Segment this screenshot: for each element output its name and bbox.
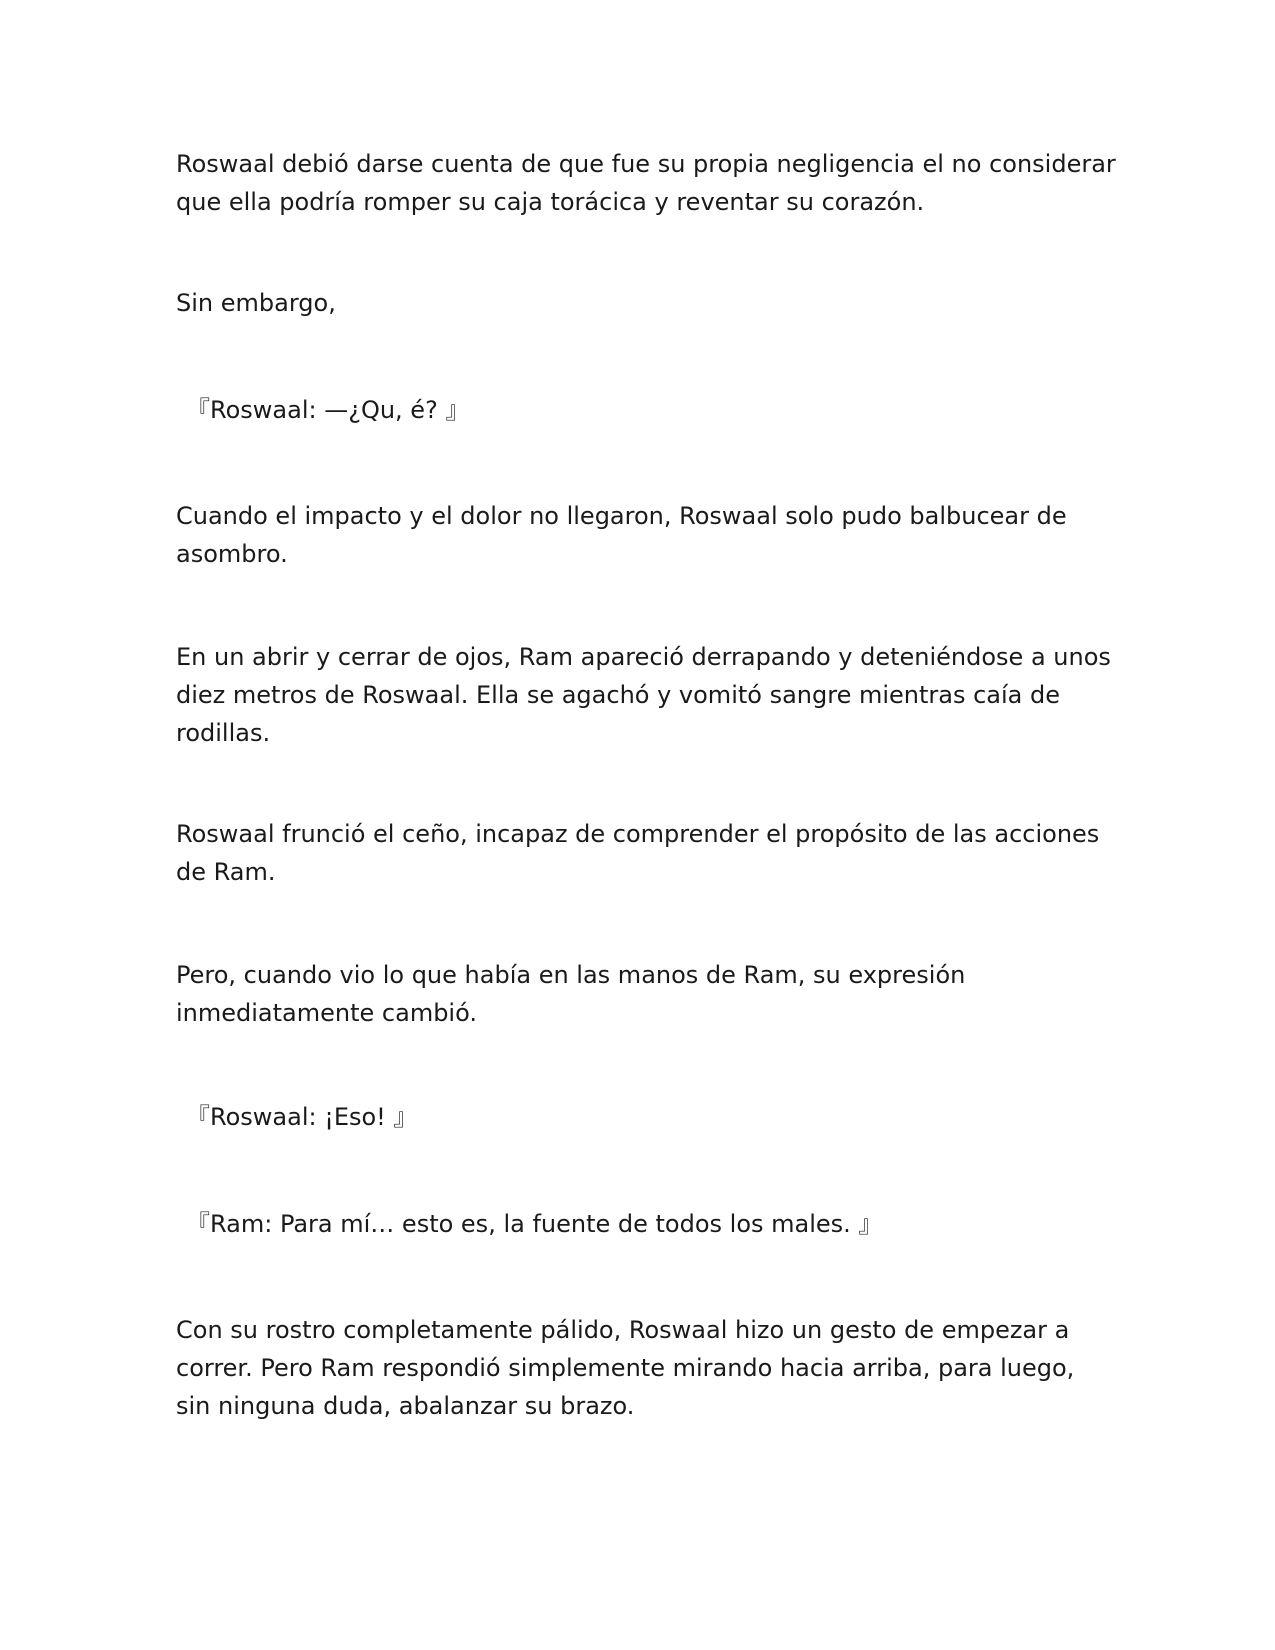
text-line: Roswaal frunció el ceño, incapaz de comprender el propósito de las acciones: [176, 820, 1100, 848]
paragraph-5: [176, 815, 1106, 891]
text-line: asombro.: [176, 540, 288, 568]
text-line: de Ram.: [176, 858, 276, 886]
paragraph-4: [176, 638, 1111, 752]
paragraph-3: [176, 497, 1106, 573]
dialogue-2: [186, 1098, 1116, 1136]
text-line: sin ninguna duda, abalanzar su brazo.: [176, 1392, 635, 1420]
text-line: inmediatamente cambió.: [176, 999, 477, 1027]
dialogue-line: 『Roswaal: —¿Qu, é? 』: [186, 396, 470, 424]
text-line: Cuando el impacto y el dolor no llegaron, Roswaal solo pudo balbucear de: [176, 502, 1067, 530]
dialogue-3: [186, 1205, 1116, 1243]
text-line: rodillas.: [176, 719, 271, 747]
dialogue-1: [186, 391, 1116, 429]
paragraph-6: [176, 956, 1106, 1032]
paragraph-2: [176, 284, 1106, 322]
text-line: Roswaal debió darse cuenta de que fue su propia negligencia el no considerar: [176, 150, 1116, 178]
text-line: En un abrir y cerrar de ojos, Ram apareció derrapando y deteniéndose a unos: [176, 643, 1111, 671]
text-line: correr. Pero Ram respondió simplemente mirando hacia arriba, para luego,: [176, 1354, 1075, 1382]
text-line: Pero, cuando vio lo que había en las manos de Ram, su expresión: [176, 961, 966, 989]
paragraph-1: [176, 145, 1116, 221]
dialogue-line: 『Ram: Para mí… esto es, la fuente de todos los males. 』: [186, 1210, 883, 1238]
text-line: Con su rostro completamente pálido, Roswaal hizo un gesto de empezar a: [176, 1316, 1070, 1344]
text-line: Sin embargo,: [176, 289, 336, 317]
text-line: que ella podría romper su caja torácica y reventar su corazón.: [176, 188, 925, 216]
dialogue-line: 『Roswaal: ¡Eso! 』: [186, 1103, 418, 1131]
text-line: diez metros de Roswaal. Ella se agachó y vomitó sangre mientras caía de: [176, 681, 1061, 709]
paragraph-7: [176, 1311, 1106, 1425]
